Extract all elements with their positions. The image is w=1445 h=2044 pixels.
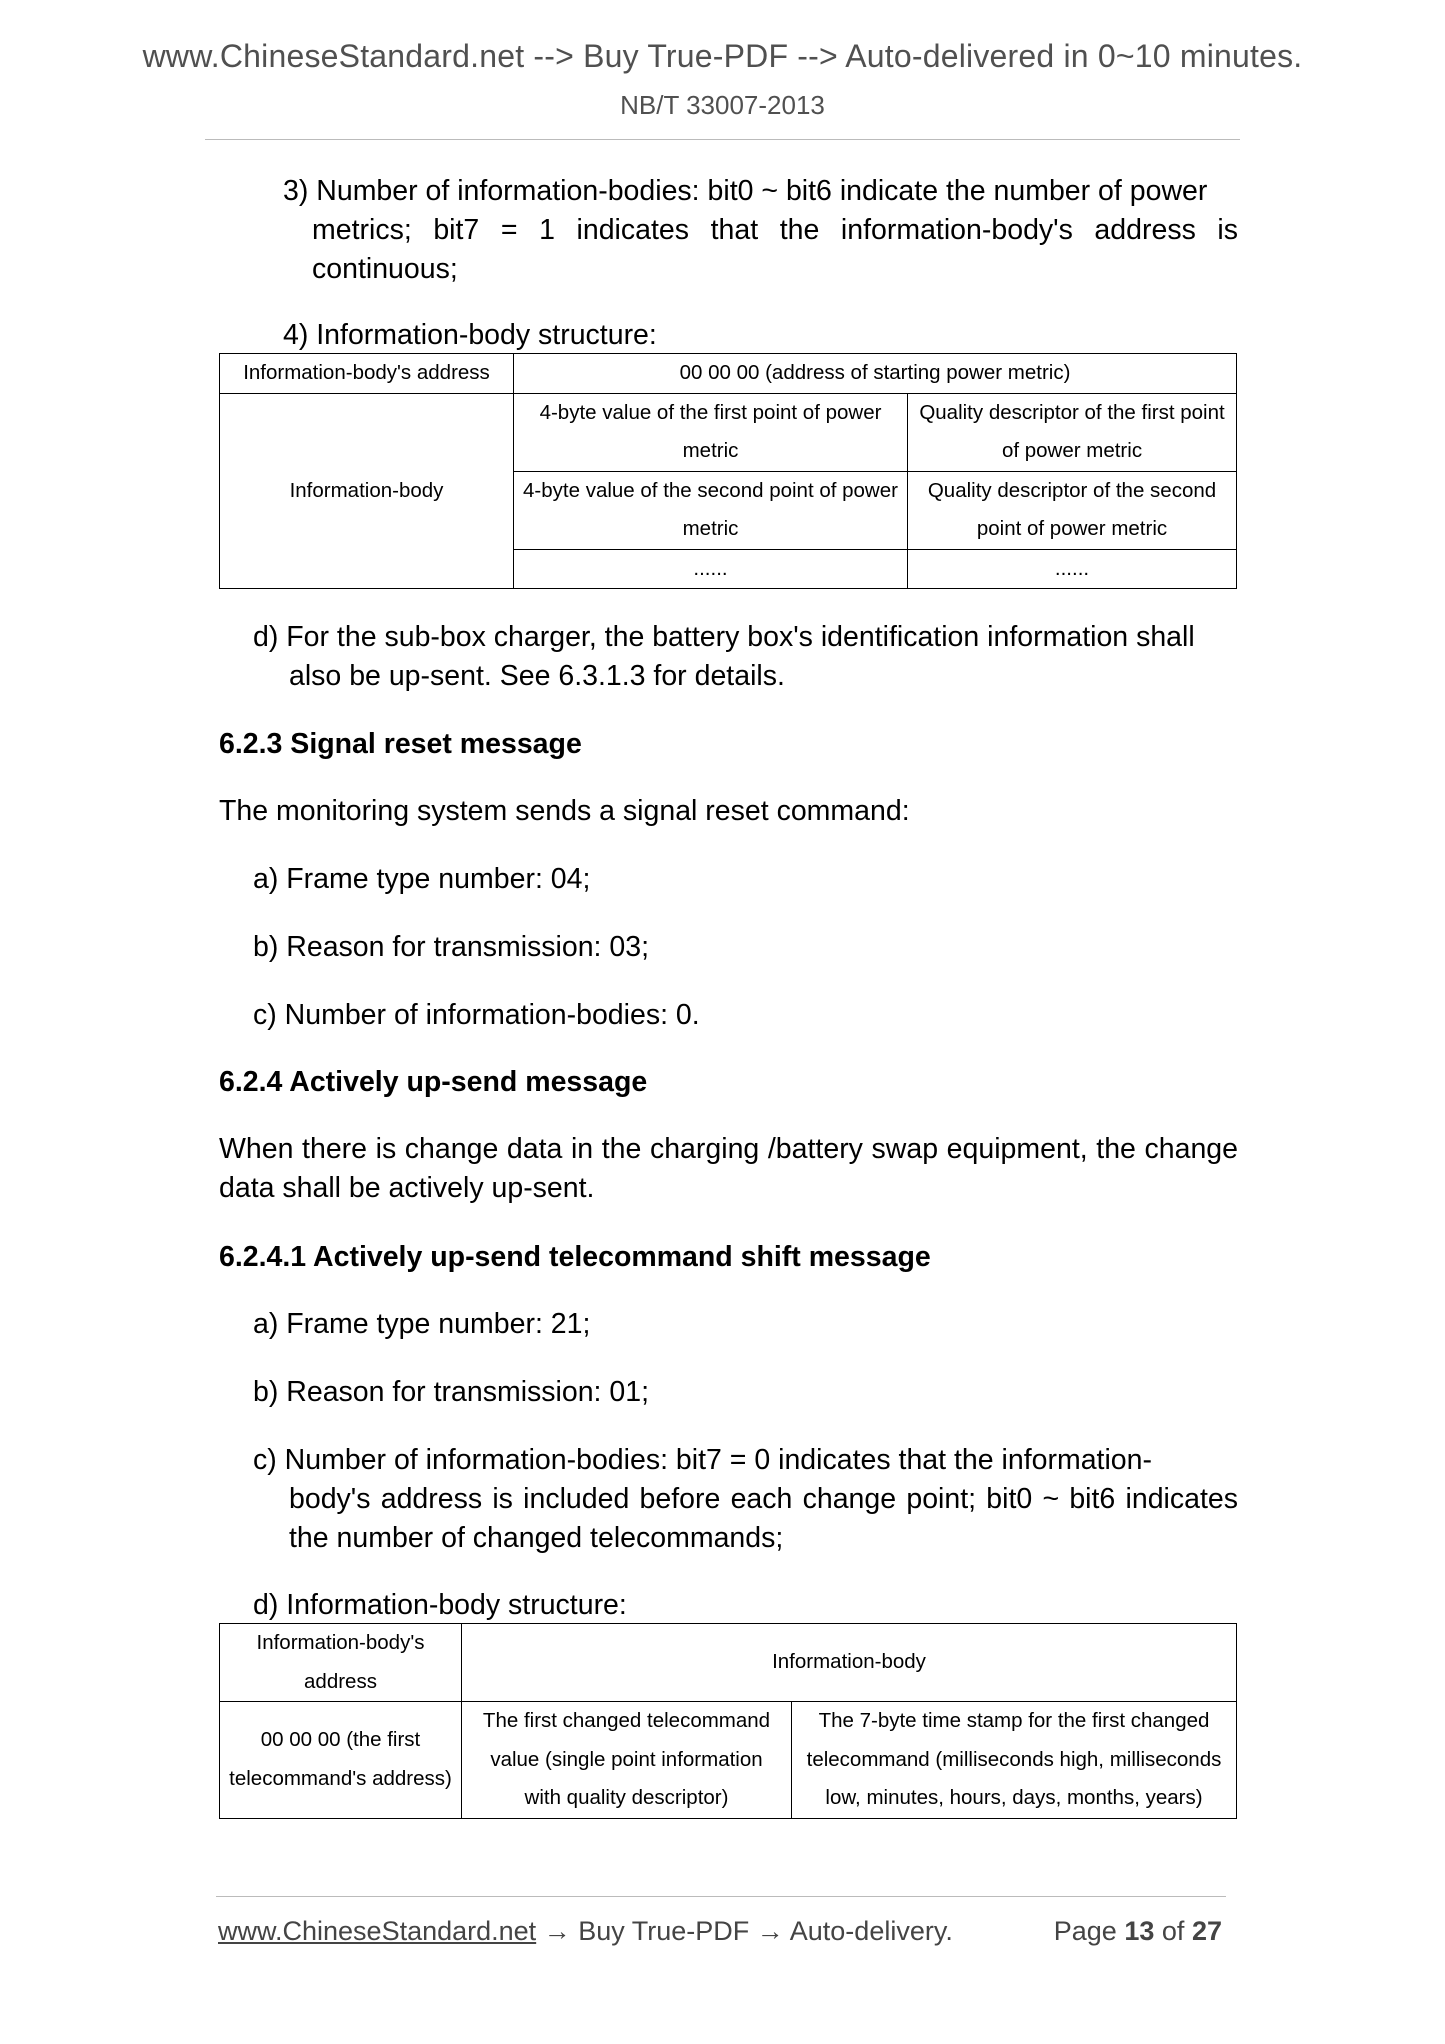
table-cell-address-label: Information-body's address: [220, 354, 514, 394]
list-item-d-continuation: also be up-sent. See 6.3.1.3 for details.: [289, 660, 785, 692]
list-item-c: c) Number of information-bodies: bit7 = 0 indicates that the information-: [253, 1444, 1152, 1476]
table-cell: Quality descriptor of the second point of power metric: [908, 471, 1237, 549]
list-item-d: d) Information-body structure:: [253, 1589, 627, 1621]
list-item-b: b) Reason for transmission: 01;: [253, 1376, 650, 1408]
list-item-4: 4) Information-body structure:: [283, 319, 657, 351]
list-item-d-sub-box: d) For the sub-box charger, the battery box's identification information shall: [253, 621, 1195, 653]
table-row: [220, 1702, 1237, 1819]
table-row: [220, 1624, 1237, 1702]
list-item-3-first-line: 3) Number of information-bodies: bit0 ~ bit6 indicate the number of power: [283, 175, 1208, 207]
arrow-right-icon: →: [749, 1916, 790, 1946]
table-cell: The first changed telecommand value (single point information with quality descriptor): [462, 1702, 792, 1819]
paragraph-6-2-3: The monitoring system sends a signal reset command:: [219, 795, 910, 827]
table-cell: 4-byte value of the second point of power metric: [514, 471, 908, 549]
list-item-3-continuation: metrics; bit7 = 1 indicates that the information-body's address is continuous;: [312, 214, 1238, 285]
table-cell-address-value: 00 00 00 (address of starting power metric): [514, 354, 1237, 394]
page-total: 27: [1191, 1916, 1222, 1946]
arrow-right-icon: →: [536, 1916, 579, 1946]
page-current: 13: [1124, 1916, 1155, 1946]
list-item-3: [283, 172, 1238, 211]
table-cell: ......: [908, 549, 1237, 589]
section-heading-6-2-4: 6.2.4 Actively up-send message: [219, 1066, 648, 1098]
table-cell: The 7-byte time stamp for the first changed telecommand (milliseconds high, milliseconds low, minutes, hours, days, months, years): [792, 1702, 1237, 1819]
footer-buy-link: Buy True-PDF: [578, 1916, 750, 1946]
section-heading-6-2-3: 6.2.3 Signal reset message: [219, 728, 582, 760]
of-word: of: [1161, 1916, 1185, 1946]
table-header-body: Information-body: [462, 1624, 1237, 1702]
table-cell-body-label: Information-body: [220, 393, 514, 589]
list-item-a: a) Frame type number: 04;: [253, 863, 591, 895]
page-counter: [1054, 1916, 1222, 1947]
document-number: NB/T 33007-2013: [620, 90, 825, 120]
footer-delivery-text: Auto-delivery.: [789, 1916, 953, 1946]
footer-divider: [216, 1896, 1226, 1897]
table-row: [220, 354, 1237, 394]
power-metric-structure-table: [219, 353, 1237, 589]
paragraph-6-2-4: When there is change data in the charging /battery swap equipment, the change data shall be actively up-sent.: [219, 1133, 1238, 1204]
telecommand-structure-table: [219, 1623, 1237, 1819]
list-item-a: a) Frame type number: 21;: [253, 1308, 591, 1340]
table-cell: 4-byte value of the first point of power metric: [514, 393, 908, 471]
site-banner[interactable]: www.ChineseStandard.net --> Buy True-PDF --> Auto-delivered in 0~10 minutes.: [142, 38, 1303, 74]
section-heading-6-2-4-1: 6.2.4.1 Actively up-send telecommand shift message: [219, 1241, 931, 1273]
page-word: Page: [1053, 1916, 1117, 1946]
list-item-c: c) Number of information-bodies: 0.: [253, 999, 700, 1031]
table-row: [220, 393, 1237, 471]
table-header-address: Information-body's address: [220, 1624, 462, 1702]
list-item-b: b) Reason for transmission: 03;: [253, 931, 650, 963]
table-cell: ......: [514, 549, 908, 589]
list-item-c-continuation: body's address is included before each change point; bit0 ~ bit6 indicates the number of changed telecommands;: [289, 1483, 1238, 1554]
table-cell: Quality descriptor of the first point of power metric: [908, 393, 1237, 471]
footer-site-link[interactable]: www.ChineseStandard.net: [218, 1916, 537, 1946]
table-cell: 00 00 00 (the first telecommand's address): [220, 1702, 462, 1819]
header-divider: [205, 139, 1240, 140]
footer-links: [218, 1916, 953, 1947]
